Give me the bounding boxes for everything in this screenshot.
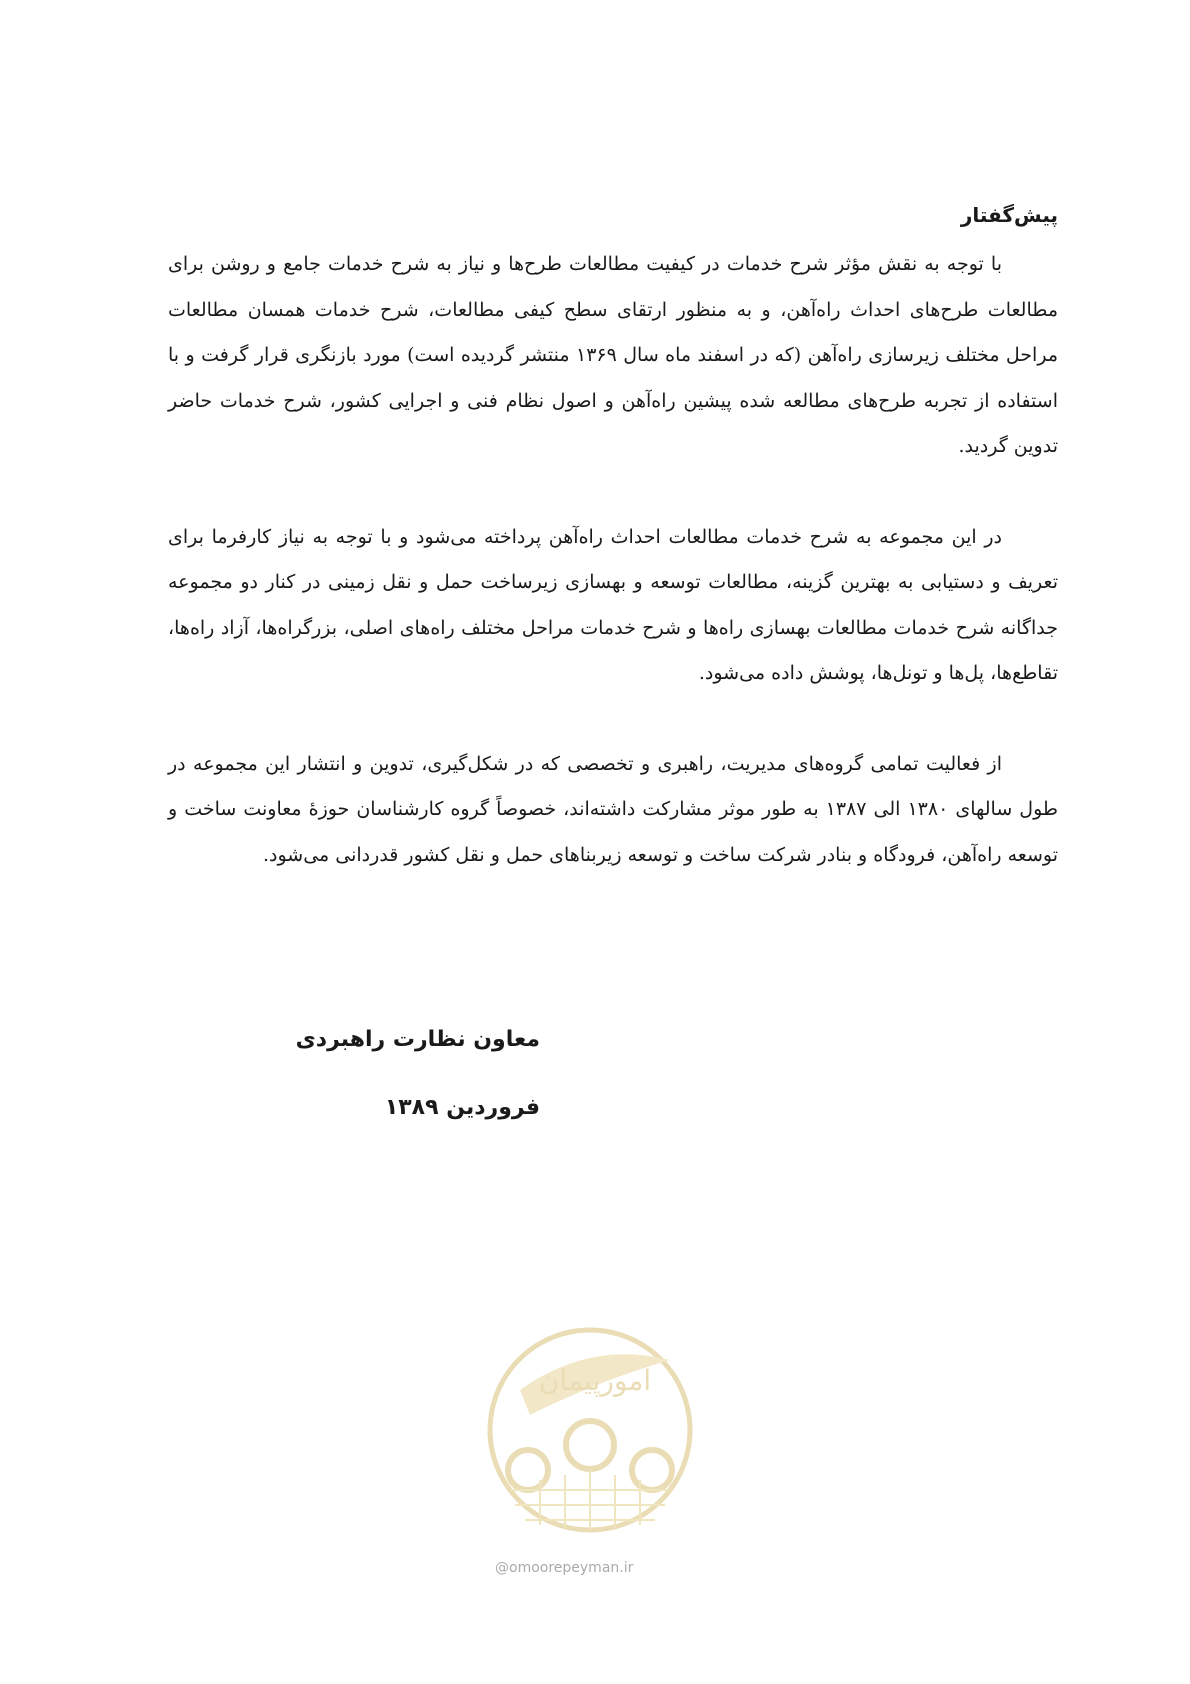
grid-pattern <box>510 1470 670 1530</box>
watermark-logo-text: امورپیمان <box>538 1364 652 1397</box>
paragraph-1: با توجه به نقش مؤثر شرح خدمات در کیفیت مطالعات طرح‌ها و نیاز به شرح خدمات جامع و روشن برای مطالعات طرح‌های احداث راه‌آهن، و به منظور ارتقای سطح کیفی مطالعات، شرح خدمات همسان مطالعات مراحل مختلف زیرسازی راه‌آهن (که در اسفند ماه سال ۱۳۶۹ منتشر گردیده است) مورد بازنگری قرار گرفت و با استفاده از تجربه طرح‌های مطالعه شده پیشین راه‌آهن و اصول نظام فنی و اجرایی کشور، شرح خدمات حاضر تدوین گردید. <box>168 253 1058 457</box>
document-body <box>168 200 1058 878</box>
signature-title: معاون نظارت راهبردی <box>295 1027 540 1052</box>
paragraph-2: در این مجموعه به شرح خدمات مطالعات احداث راه‌آهن پرداخته می‌شود و با توجه به نیاز کارفرما برای تعریف و دستیابی به بهترین گزینه، مطالعات توسعه و بهسازی زیرساخت حمل و نقل زمینی در کنار دو مجموعه جداگانه شرح خدمات مطالعات بهسازی راه‌ها و شرح خدمات مراحل مختلف راه‌های اصلی، بزرگراه‌ها، آزاد راه‌ها، تقاطع‌ها، پل‌ها و تونل‌ها، پوشش داده می‌شود. <box>168 525 1058 684</box>
page-heading: پیش‌گفتار <box>960 203 1058 227</box>
watermark-site: omoorepeyman.ir <box>509 1560 634 1576</box>
watermark-logo <box>480 1320 700 1560</box>
paragraph-3: از فعالیت تمامی گروه‌های مدیریت، راهبری و تخصصی که در شکل‌گیری، تدوین و انتشار این مجموعه در طول سالهای ۱۳۸۰ الی ۱۳۸۷ به طور موثر مشارکت داشته‌اند، خصوصاً گروه کارشناسان حوزهٔ معاونت ساخت و توسعه راه‌آهن، فرودگاه و بنادر شرکت ساخت و توسعه زیربناهای حمل و نقل کشور قدردانی می‌شود. <box>168 752 1059 866</box>
at-icon: @ <box>495 1560 509 1576</box>
signature-date: فروردین ۱۳۸۹ <box>384 1095 540 1120</box>
watermark-site-text <box>495 1560 633 1576</box>
